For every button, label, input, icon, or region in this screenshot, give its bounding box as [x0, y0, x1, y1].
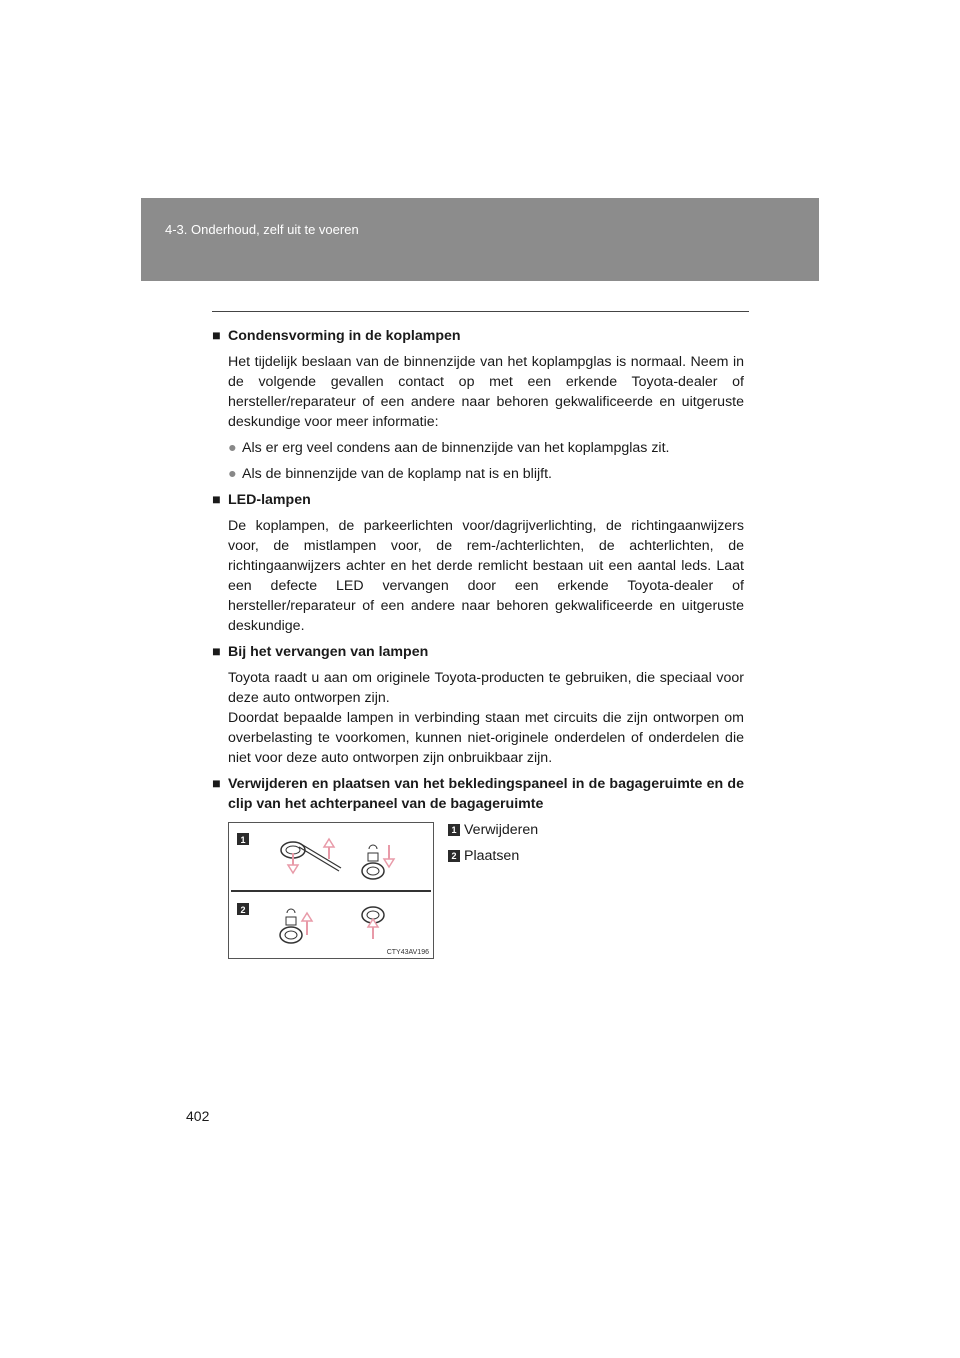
section-body: Doordat bepaalde lampen in verbinding staan met circuits die zijn ontworpen om overbelasting te voorkomen, kunnen niet-originele onderdelen of onderdelen die niet voor deze auto ontworpen zijn onbruikbaar zijn. [228, 710, 744, 766]
list-item: ● Als de binnenzijde van de koplamp nat is en blijft. [228, 466, 552, 482]
step-1-number: 1 [240, 835, 246, 845]
section-title: Condensvorming in de koplampen [228, 328, 461, 344]
bullet-icon: ● [228, 440, 237, 456]
bullet-icon: ● [228, 466, 237, 482]
page-number: 402 [186, 1108, 210, 1124]
figure-legend [448, 820, 538, 872]
screwdriver-icon [299, 847, 339, 871]
chapter-title: 4-3. Onderhoud, zelf uit te voeren [165, 222, 359, 237]
section-trim-panel [212, 774, 744, 814]
section-title: LED-lampen [228, 492, 311, 508]
top-rule [212, 311, 749, 312]
section-title: Verwijderen en plaatsen van het bekledingspaneel in de bagageruimte en de clip van het achterpaneel van de bagageruimte [228, 776, 744, 812]
section-replacing [212, 642, 744, 768]
section-marker-icon: ■ [212, 776, 221, 792]
chapter-header [141, 198, 819, 281]
section-marker-icon: ■ [212, 644, 221, 660]
page-content [212, 326, 744, 820]
section-marker-icon: ■ [212, 492, 221, 508]
section-marker-icon: ■ [212, 328, 221, 344]
section-body: Het tijdelijk beslaan van de binnenzijde van het koplampglas is normaal. Neem in de volgende gevallen contact op met een erkende Toyota-dealer of hersteller/reparateur of een andere naar behoren gekwalificeerde en uitgeruste deskundige voor meer informatie: [228, 354, 744, 430]
figure-code: CTY43AV196 [386, 949, 429, 956]
section-condensation [212, 326, 744, 484]
clip-pin-icon [368, 853, 378, 861]
section-title: Bij het vervangen van lampen [228, 644, 429, 660]
step-number-badge: 2 [448, 850, 460, 862]
legend-item [448, 846, 538, 866]
section-body: De koplampen, de parkeerlichten voor/dagrijverlichting, de richtingaanwijzers voor, de mistlampen voor, de rem-/achterlichten, de achterlichten, de richtingaanwijzers achter en het derde remlicht bestaan uit een aantal leds. Laat een defecte LED vervangen door een erkende Toyota-dealer of hersteller/reparateur of een andere naar behoren gekwalificeerde en uitgeruste deskundige. [228, 518, 744, 634]
clip-illustration [228, 822, 434, 959]
list-item: ● Als er erg veel condens aan de binnenzijde van het koplampglas zit. [228, 440, 670, 456]
clip-diagram [229, 823, 433, 958]
clip-pin-icon [286, 917, 296, 925]
clip-icon [280, 927, 302, 943]
step-2-number: 2 [240, 905, 246, 915]
section-body: Toyota raadt u aan om originele Toyota-producten te gebruiken, die speciaal voor deze auto ontworpen zijn. [228, 670, 744, 706]
legend-label: Verwijderen [464, 822, 539, 838]
legend-label: Plaatsen [464, 848, 520, 864]
step-number-badge: 1 [448, 824, 460, 836]
legend-item [448, 820, 538, 840]
section-led [212, 490, 744, 636]
clip-icon [362, 863, 384, 879]
